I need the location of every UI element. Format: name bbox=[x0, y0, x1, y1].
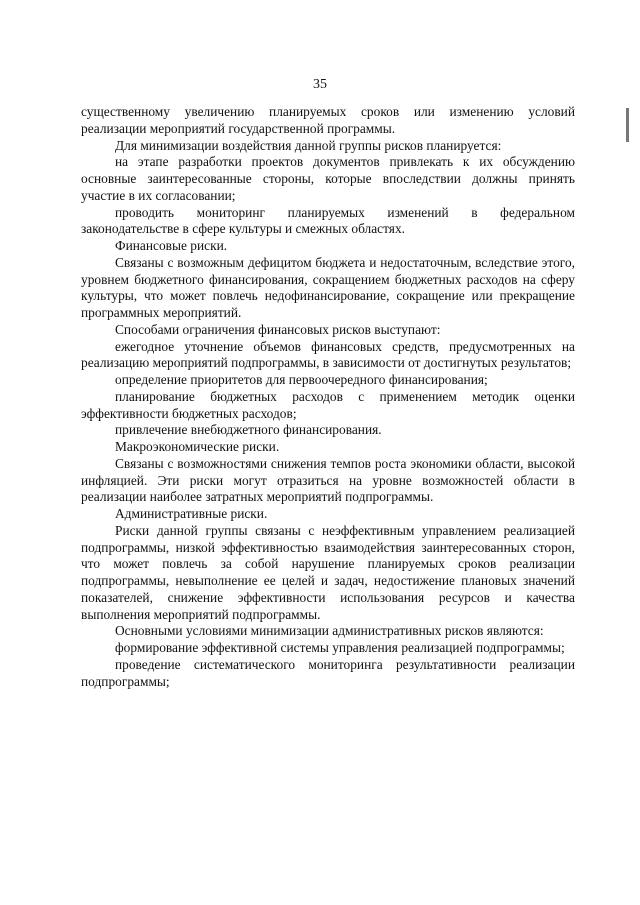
paragraph: привлечение внебюджетного финансирования. bbox=[115, 422, 382, 438]
paragraph: Для минимизации воздействия данной группы рисков планируется: bbox=[115, 137, 502, 153]
paragraph: Связаны с возможностями снижения темпов роста экономики области, высокой инфляцией. Эти риски могут отразиться на уровне возможностей области в реализации наиболее затратных мероприятий подпрограммы. bbox=[81, 455, 575, 505]
paragraph: Связаны с возможным дефицитом бюджета и недостаточным, вследствие этого, уровнем бюджетного финансирования, сокращением бюджетных расходов на сферу культуры, что может повлечь недофинансирование, сокращение или прекращение программных мероприятий. bbox=[81, 254, 575, 320]
paragraph: ежегодное уточнение объемов финансовых средств, предусмотренных на реализацию мероприятий подпрограммы, в зависимости от достигнутых результатов; bbox=[81, 338, 575, 371]
scan-margin-mark bbox=[626, 108, 629, 142]
paragraph: проведение систематического мониторинга результативности реализации подпрограммы; bbox=[81, 656, 575, 689]
paragraph: на этапе разработки проектов документов привлекать к их обсуждению основные заинтересованные стороны, которые впоследствии должны принять участие в их согласовании; bbox=[81, 154, 575, 203]
section-heading-macroeconomic-risks: Макроэкономические риски. bbox=[115, 439, 280, 454]
section-heading-administrative-risks: Административные риски. bbox=[115, 506, 268, 521]
document-body bbox=[81, 104, 575, 690]
paragraph: Способами ограничения финансовых рисков выступают: bbox=[115, 321, 441, 337]
paragraph: планирование бюджетных расходов с применением методик оценки эффективности бюджетных расходов; bbox=[81, 388, 575, 421]
paragraph: определение приоритетов для первоочередного финансирования; bbox=[115, 372, 488, 387]
paragraph: Риски данной группы связаны с неэффективным управлением реализацией подпрограммы, низкой эффективностью взаимодействия заинтересованных сторон, что может повлечь за собой нарушение планируемых сроков реализации подпрограммы, невыполнение ее целей и задач, недостижение плановых значений показателей, снижение эффективности использования ресурсов и качества выполнения мероприятий подпрограммы. bbox=[81, 522, 575, 622]
paragraph: формирование эффективной системы управления реализацией подпрограммы; bbox=[115, 640, 565, 655]
paragraph: проводить мониторинг планируемых изменений в федеральном законодательстве в сфере культуры и смежных областях. bbox=[81, 204, 575, 237]
section-heading-financial-risks: Финансовые риски. bbox=[115, 238, 228, 253]
paragraph: Основными условиями минимизации административных рисков являются: bbox=[115, 623, 544, 639]
page-number: 35 bbox=[313, 77, 327, 92]
paragraph-continuation: существенному увеличению планируемых сроков или изменению условий реализации мероприятий государственной программы. bbox=[81, 104, 575, 136]
